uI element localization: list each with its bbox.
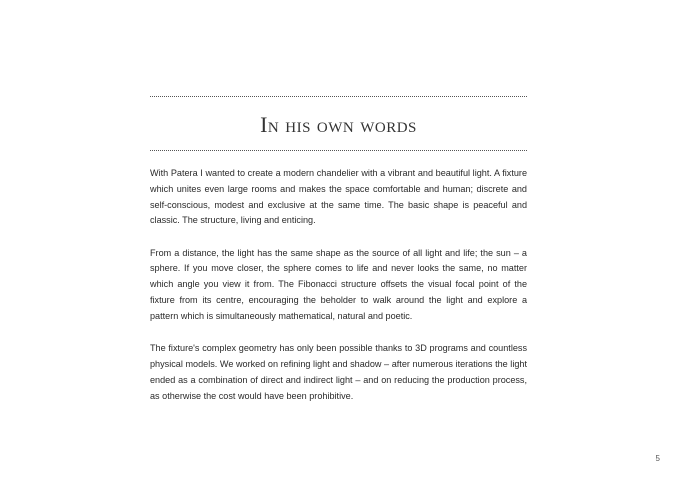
paragraph-2: From a distance, the light has the same shape as the source of all light and life; the sun – a sphere. If you move closer, the sphere comes to life and never looks the same, no matter which angle you view it from. The Fibonacci structure offsets the visual focal point of the fixture from its centre, encouraging the beholder to walk around the light and explore a pattern which is simultaneously mathematical, natural and poetic. [150, 247, 527, 321]
page-title: In his own words [260, 112, 417, 137]
paragraph-1: With Patera I wanted to create a modern chandelier with a vibrant and beautiful light. A fixture which unites even large rooms and makes the space comfortable and human; discrete and self-conscious, modest and exclusive at the same time. The basic shape is peaceful and classic. The structure, living and enticing. [150, 168, 527, 226]
page-number: 5 [655, 454, 660, 463]
top-dotted-rule [150, 96, 527, 97]
paragraph-3: The fixture's complex geometry has only been possible thanks to 3D programs and countless physical models. We worked on refining light and shadow – after numerous iterations the light ended as a combination of direct and indirect light – and on reducing the production process, as otherwise the cost would have been prohibitive. [150, 343, 527, 401]
bottom-dotted-rule [150, 150, 527, 151]
body-text [150, 166, 527, 421]
